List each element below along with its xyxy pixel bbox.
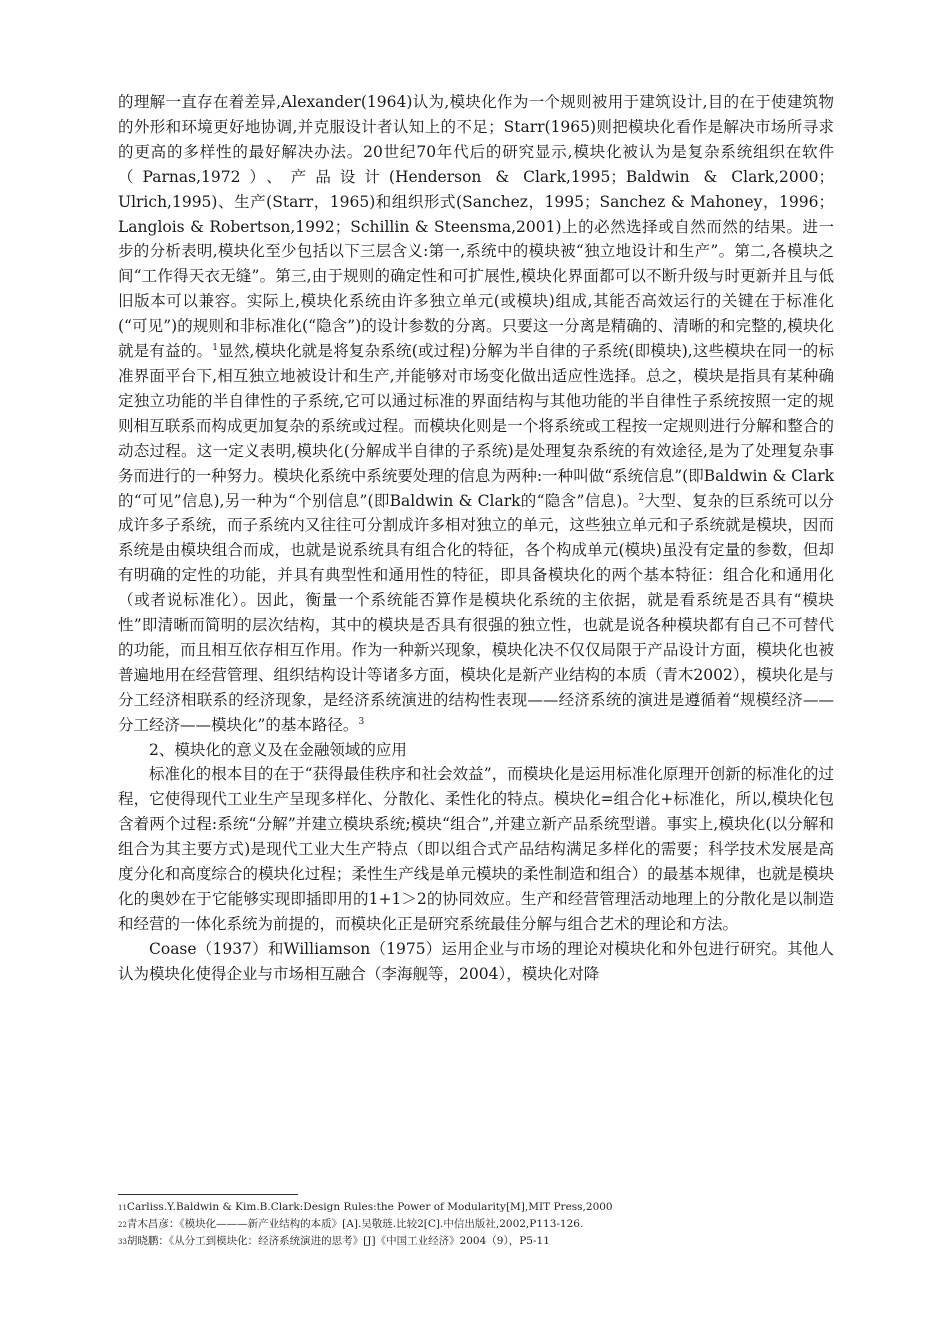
footnotes	[118, 1199, 838, 1250]
footnote-text: Carliss.Y.Baldwin & Kim.B.Clark:Design Rules:the Power of Modularity[M],MIT Press,2000	[126, 1201, 613, 1213]
footnote-text: 青木昌彦：《模块化———新产业结构的本质》[A].吴敬琏.比较2[C].中信出版社,2002,P113-126.	[126, 1218, 584, 1230]
footnote-3	[118, 1233, 838, 1250]
paragraph-text: 显然,模块化就是将复杂系统(或过程)分解为半自律的子系统(即模块),这些模块在同一的标准界面平台下,相互独立地被设计和生产,并能够对市场变化做出适应性选择。总之，模块是指具有某种确定独立功能的半自律性的子系统,它可以通过标准的界面结构与其他功能的半自律性子系统按照一定的规则相互联系而构成更加复杂的系统或过程。而模块化则是一个将系统或工程按一定规则进行分解和整合的动态过程。这一定义表明,模块化(分解成半自律的子系统)是处理复杂系统的有效途径,是为了处理复杂事务而进行的一种努力。模块化系统中系统要处理的信息为两种:一种叫做“系统信息”(即Baldwin & Clark的“可见”信息),另一种为“个别信息”(即Baldwin & Clark的“隐含”信息)。	[118, 342, 834, 510]
paragraph-standardization: 标准化的根本目的在于“获得最佳秩序和社会效益”，而模块化是运用标准化原理开创新的标准化的过程，它使得现代工业生产呈现多样化、分散化、柔性化的特点。模块化=组合化+标准化，所以,模块化包含着两个过程:系统“分解”并建立模块系统;模块“组合”,并建立新产品系统型谱。事实上,模块化(以分解和组合为其主要方式)是现代工业大生产特点（即以组合式产品结构满足多样化的需要；科学技术发展是高度分化和高度综合的模块化过程；柔性生产线是单元模块的柔性制造和组合）的最基本规律，也就是模块化的奥妙在于它能够实现即插即用的1+1＞2的协同效应。生产和经营管理活动地理上的分散化是以制造和经营的一体化系统为前提的，而模块化正是研究系统最佳分解与组合艺术的理论和方法。	[118, 765, 834, 933]
paragraph-modularity-definition	[118, 90, 834, 738]
footnote-mark: 22	[118, 1221, 127, 1229]
footnote-text: 胡晓鹏：《从分工到模块化：经济系统演进的思考》[J]《中国工业经济》2004（9），P5-11	[126, 1235, 550, 1247]
footnote-1	[118, 1199, 838, 1216]
paragraph-text: 的理解一直存在着差异,Alexander(1964)认为,模块化作为一个规则被用于建筑设计,目的在于使建筑物的外形和环境更好地协调,并克服设计者认知上的不足；Starr(1965)则把模块化看作是解决市场所寻求的更高的多样性的最好解决办法。20世纪70年代后的研究显示,模块化被认为是复杂系统组织在软件（Parnas,1972）、产品设计(Henderson & Clark,1995；Baldwin & Clark,2000；Ulrich,1995)、生产(Starr，1965)和组织形式(Sanchez，1995；Sanchez & Mahoney，1996；Langlois & Robertson,1992；Schillin & Steensma,2001)上的必然选择或自然而然的结果。进一步的分析表明,模块化至少包括以下三层含义:第一,系统中的模块被“独立地设计和生产”。第二,各模块之间“工作得天衣无缝”。第三,由于规则的确定性和可扩展性,模块化界面都可以不断升级与时更新并且与低旧版本可以兼容。实际上,模块化系统由许多独立单元(或模块)组成,其能否高效运行的关键在于标准化(“可见”)的规则和非标准化(“隐含”)的设计参数的分离。只要这一分离是精确的、清晰的和完整的,模块化就是有益的。	[118, 93, 834, 361]
footnote-ref-2[interactable]: 2	[638, 492, 645, 503]
paragraph-text: 大型、复杂的巨系统可以分成许多子系统，而子系统内又往往可分割成许多相对独立的单元，这些独立单元和子系统就是模块，因而系统是由模块组合而成，也就是说系统具有组合化的特征，各个构成单元(模块)虽没有定量的参数，但却有明确的定性的功能，并具有典型性和通用性的特征，即具备模块化的两个基本特征：组合化和通用化（或者说标准化）。因此，衡量一个系统能否算作是模块化系统的主依据，就是看系统是否具有“模块性”即清晰而简明的层次结构，其中的模块是否具有很强的独立性，也就是说各种模块都有自己不可替代的功能，而且相互依存相互作用。作为一种新兴现象，模块化决不仅仅局限于产品设计方面，模块化也被普遍地用在经营管理、组织结构设计等诸多方面，模块化是新产业结构的本质（青木2002），模块化是与分工经济相联系的经济现象，是经济系统演进的结构性表现——经济系统的演进是遵循着“规模经济——分工经济——模块化”的基本路径。	[118, 491, 834, 734]
section-heading: 2、模块化的意义及在金融领域的应用	[149, 740, 407, 759]
footnote-ref-1[interactable]: 1	[212, 343, 218, 354]
footnote-mark: 33	[118, 1238, 127, 1246]
footnote-ref-3[interactable]: 3	[358, 716, 365, 727]
footnote-2	[118, 1216, 838, 1233]
footnote-divider	[118, 1194, 298, 1195]
footnote-mark: 11	[118, 1204, 127, 1212]
paragraph-coase: Coase（1937）和Williamson（1975）运用企业与市场的理论对模块化和外包进行研究。其他人认为模块化使得企业与市场相互融合（李海舰等，2004），模块化对降	[118, 939, 834, 983]
body-text	[118, 90, 834, 987]
